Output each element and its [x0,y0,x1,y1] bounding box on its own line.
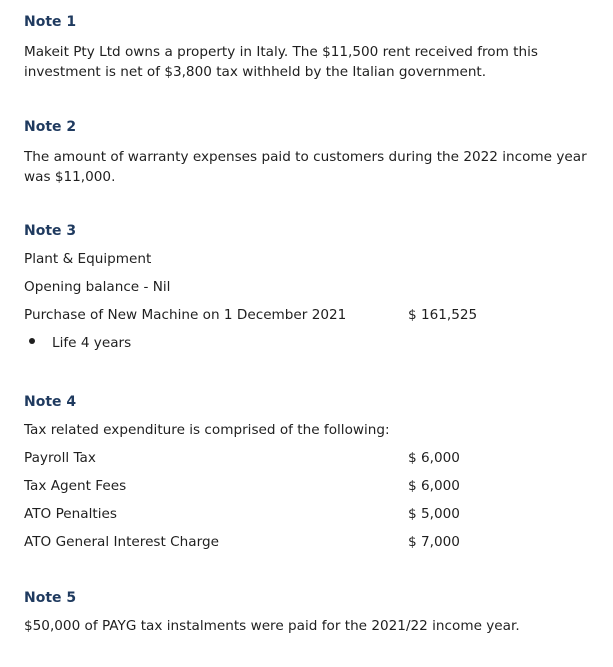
note-4-intro: Tax related expenditure is comprised of the following: [24,422,390,438]
note-1-heading: Note 1 [24,14,77,30]
note-5-text: $50,000 of PAYG tax instalments were paid for the 2021/22 income year. [24,618,520,634]
note-4-item-label: ATO Penalties [24,506,117,522]
note-4-item-amount: $ 5,000 [408,506,460,522]
note-3-bullet-item [24,335,131,351]
note-3-category: Plant & Equipment [24,251,152,267]
note-4-item-label: ATO General Interest Charge [24,534,219,550]
note-3-bullet-text: Life 4 years [52,335,132,351]
note-5-heading: Note 5 [24,590,77,606]
note-4-item-label: Payroll Tax [24,450,96,466]
note-4-item-amount: $ 7,000 [408,534,460,550]
note-2-text: The amount of warranty expenses paid to customers during the 2022 income year was $11,000. [24,149,587,185]
bullet-icon [29,338,35,344]
note-4-item-amount: $ 6,000 [408,478,460,494]
note-3-opening-balance: Opening balance - Nil [24,279,171,295]
note-1-text: Makeit Pty Ltd owns a property in Italy. The $11,500 rent received from this investment is net of $3,800 tax withheld by the Italian government. [24,44,538,80]
note-4-item-label: Tax Agent Fees [24,478,127,494]
note-3-purchase-label: Purchase of New Machine on 1 December 2021 [24,307,347,323]
note-4-heading: Note 4 [24,394,77,410]
note-2-heading: Note 2 [24,119,77,135]
note-3-heading: Note 3 [24,223,77,239]
note-4-item-amount: $ 6,000 [408,450,460,466]
note-3-purchase-amount: $ 161,525 [408,307,478,323]
